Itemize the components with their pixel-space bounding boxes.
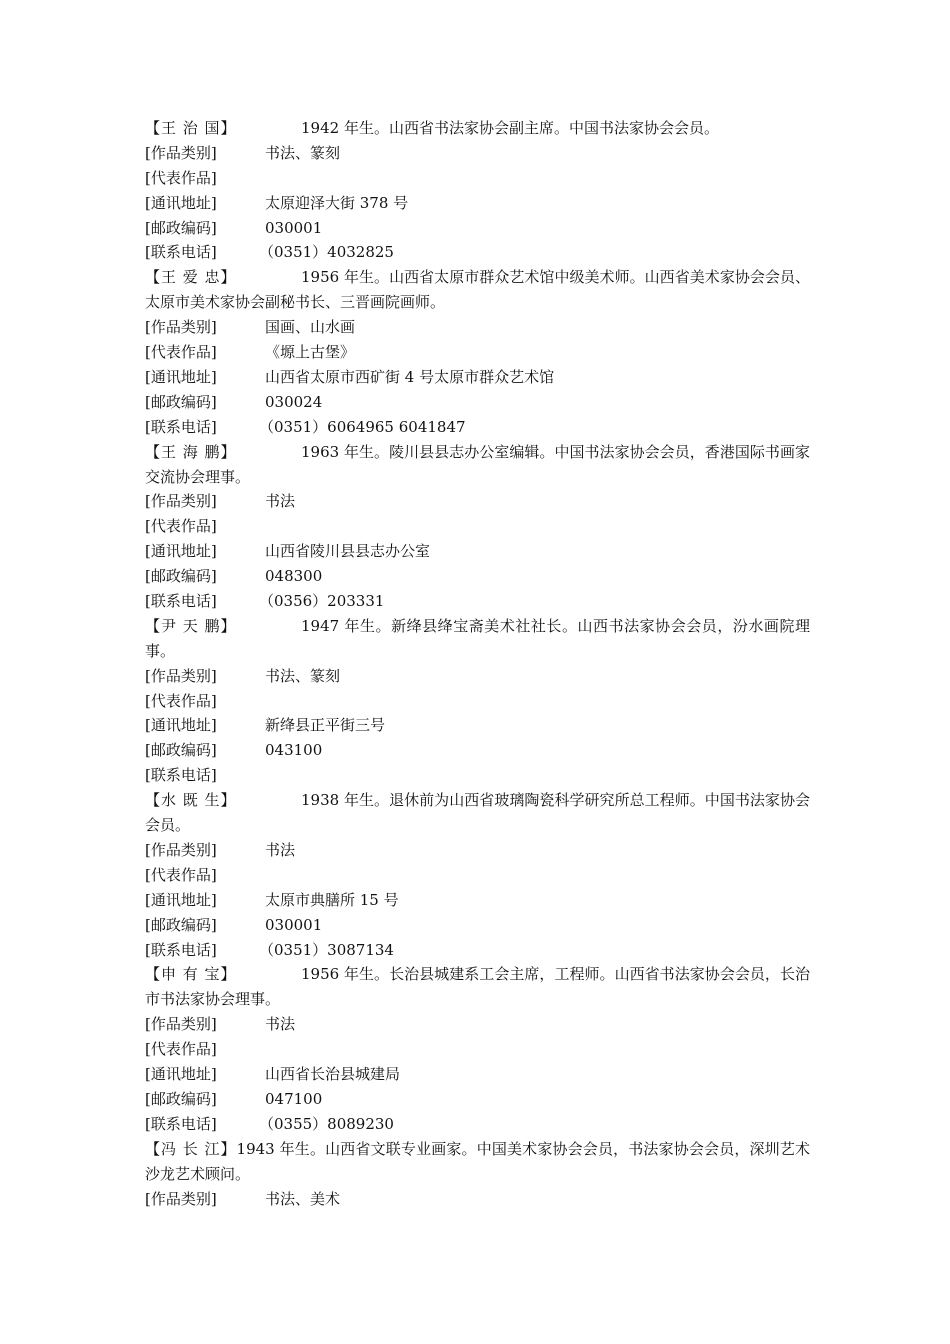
field-row	[145, 1112, 810, 1137]
field-value: 国画、山水画	[265, 318, 356, 337]
field-row	[145, 863, 810, 888]
artist-entry	[145, 962, 810, 1136]
artist-name: 【申 有 宝】	[145, 965, 237, 984]
field-label: [通讯地址]	[145, 367, 217, 386]
field-row	[145, 589, 810, 614]
field-value	[265, 863, 810, 888]
field-label: [联系电话]	[145, 417, 217, 436]
field-value: 书法	[265, 840, 296, 859]
field-row	[145, 564, 810, 589]
field-value: 048300	[265, 567, 323, 586]
artist-bio-paragraph	[145, 440, 810, 490]
artist-entry	[145, 788, 810, 962]
field-value: （0356）203331	[259, 592, 385, 610]
field-label: [代表作品]	[145, 343, 217, 362]
field-label: [邮政编码]	[145, 392, 217, 411]
artist-name: 【冯 长 江】	[145, 1139, 237, 1158]
artist-bio: 1938 年生。退休前为山西省玻璃陶瓷科学研究所总工程师。中国书法家协会会员。	[145, 791, 810, 835]
field-row	[145, 838, 810, 863]
field-label: [通讯地址]	[145, 716, 217, 735]
artist-bio: 1963 年生。陵川县县志办公室编辑。中国书法家协会会员，香港国际书画家交流协会理事。	[145, 442, 810, 486]
artist-bio: 1947 年生。新绛县绛宝斋美术社社长。山西书法家协会会员，汾水画院理事。	[145, 616, 810, 660]
field-label: [作品类别]	[145, 1189, 217, 1208]
field-label: [代表作品]	[145, 865, 217, 884]
field-value: 山西省太原市西矿街 4 号太原市群众艺术馆	[265, 367, 555, 386]
field-row	[145, 514, 810, 539]
artist-name: 【水 既 生】	[145, 791, 237, 810]
field-row	[145, 664, 810, 689]
field-value	[265, 1037, 810, 1062]
field-value: 043100	[265, 741, 323, 760]
field-row	[145, 1187, 810, 1212]
field-row	[145, 141, 810, 166]
field-row	[145, 1037, 810, 1062]
field-label: [联系电话]	[145, 940, 217, 959]
artist-bio: 1956 年生。山西省太原市群众艺术馆中级美术师。山西省美术家协会会员、太原市美术家协会副秘书长、三晋画院画师。	[145, 268, 810, 312]
field-row	[145, 938, 810, 963]
field-label: [作品类别]	[145, 666, 217, 685]
field-label: [通讯地址]	[145, 1065, 217, 1084]
artist-bio-paragraph	[145, 788, 810, 838]
field-row	[145, 489, 810, 514]
field-label: [代表作品]	[145, 517, 217, 536]
field-row	[145, 763, 810, 788]
field-row	[145, 713, 810, 738]
field-value	[265, 763, 810, 788]
field-row	[145, 340, 810, 365]
field-label: [代表作品]	[145, 691, 217, 710]
field-row	[145, 913, 810, 938]
field-label: [通讯地址]	[145, 193, 217, 212]
field-row	[145, 1062, 810, 1087]
field-label: [代表作品]	[145, 1040, 217, 1059]
field-label: [联系电话]	[145, 592, 217, 610]
field-value: （0351）4032825	[259, 243, 394, 262]
field-row	[145, 315, 810, 340]
field-value: 书法、美术	[265, 1189, 341, 1208]
field-value	[265, 689, 810, 714]
artist-directory	[145, 116, 810, 1211]
artist-bio-paragraph	[145, 265, 810, 315]
field-label: [作品类别]	[145, 318, 217, 337]
field-label: [作品类别]	[145, 143, 217, 162]
field-value: 047100	[265, 1089, 323, 1108]
field-value: 030001	[265, 915, 323, 934]
field-row	[145, 390, 810, 415]
field-row	[145, 191, 810, 216]
field-label: [通讯地址]	[145, 890, 217, 909]
artist-name: 【王 海 鹏】	[145, 442, 237, 461]
artist-bio: 1943 年生。山西省文联专业画家。中国美术家协会会员，书法家协会会员，深圳艺术沙龙艺术顾问。	[145, 1139, 810, 1183]
field-row	[145, 216, 810, 241]
field-value: 山西省长治县城建局	[265, 1065, 401, 1084]
artist-entry	[145, 440, 810, 614]
field-label: [作品类别]	[145, 1015, 217, 1034]
field-value: 太原迎泽大街 378 号	[265, 193, 409, 212]
field-row	[145, 738, 810, 763]
field-value: 书法	[265, 1015, 296, 1034]
field-value: 书法、篆刻	[265, 666, 341, 685]
field-value: 030024	[265, 392, 323, 411]
field-row	[145, 689, 810, 714]
field-value: 《塬上古堡》	[265, 343, 356, 362]
artist-bio-paragraph	[145, 1137, 810, 1187]
field-value	[265, 514, 810, 539]
field-value: 030001	[265, 218, 323, 237]
field-value: （0351）3087134	[259, 940, 394, 959]
field-label: [邮政编码]	[145, 741, 217, 760]
field-row	[145, 240, 810, 265]
field-row	[145, 166, 810, 191]
field-row	[145, 888, 810, 913]
field-label: [通讯地址]	[145, 542, 217, 561]
artist-bio-paragraph	[145, 962, 810, 1012]
artist-entry	[145, 614, 810, 788]
field-row	[145, 415, 810, 440]
field-label: [邮政编码]	[145, 1089, 217, 1108]
artist-entry	[145, 1137, 810, 1212]
field-value	[265, 166, 810, 191]
field-label: [邮政编码]	[145, 915, 217, 934]
field-row	[145, 539, 810, 564]
field-label: [联系电话]	[145, 1114, 217, 1133]
artist-bio: 1942 年生。山西省书法家协会副主席。中国书法家协会会员。	[301, 119, 719, 137]
field-row	[145, 1012, 810, 1037]
artist-name: 【尹 天 鹏】	[145, 616, 237, 635]
field-value: 书法、篆刻	[265, 143, 341, 162]
artist-entry	[145, 116, 810, 265]
field-label: [作品类别]	[145, 840, 217, 859]
field-label: [联系电话]	[145, 766, 217, 785]
field-label: [代表作品]	[145, 168, 217, 187]
artist-bio: 1956 年生。长治县城建系工会主席，工程师。山西省书法家协会会员，长治市书法家协会理事。	[145, 965, 810, 1009]
artist-name: 【王 治 国】	[145, 119, 237, 137]
field-row	[145, 1087, 810, 1112]
field-value: 山西省陵川县县志办公室	[265, 542, 431, 561]
field-value: 太原市典膳所 15 号	[265, 890, 399, 909]
artist-name: 【王 爱 忠】	[145, 268, 237, 287]
field-label: [联系电话]	[145, 243, 217, 262]
field-value: 书法	[265, 492, 296, 511]
artist-bio-paragraph	[145, 116, 810, 141]
field-value: 新绛县正平街三号	[265, 716, 386, 735]
field-row	[145, 365, 810, 390]
field-label: [邮政编码]	[145, 567, 217, 586]
field-value: （0355）8089230	[259, 1114, 394, 1133]
artist-bio-paragraph	[145, 614, 810, 664]
field-label: [邮政编码]	[145, 218, 217, 237]
field-label: [作品类别]	[145, 492, 217, 511]
artist-entry	[145, 265, 810, 439]
field-value: （0351）6064965 6041847	[259, 417, 466, 436]
